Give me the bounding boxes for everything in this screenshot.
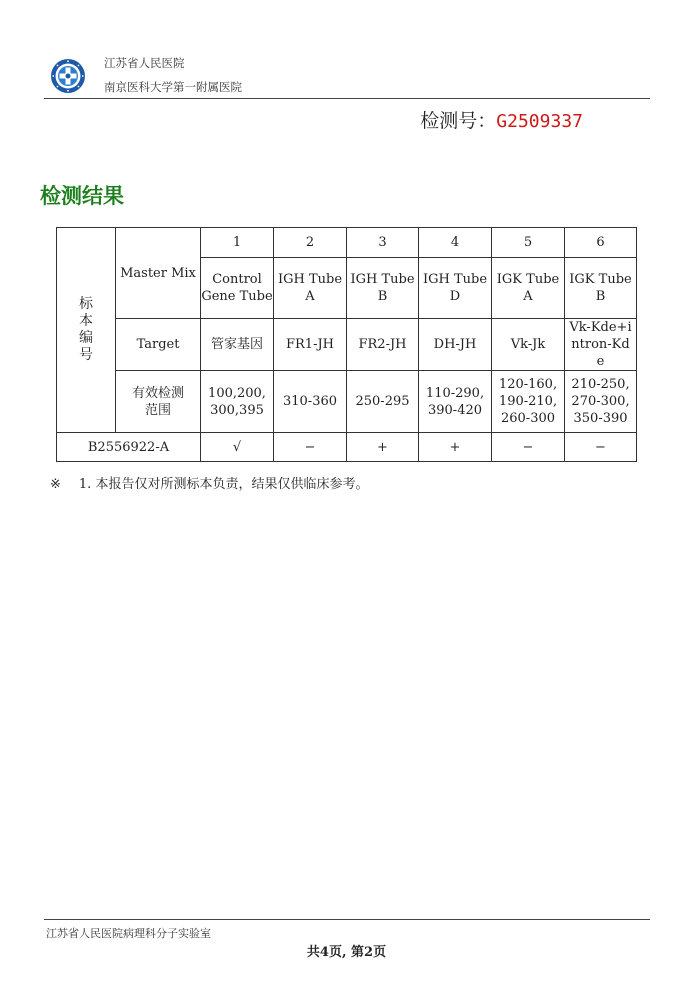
range-text: 120-160, 190-210, 260-300 [498,377,558,426]
sample-id-header-cell [57,228,116,433]
test-number-value: G2509337 [496,111,583,132]
column-number: 1 [201,228,274,258]
test-number-label: 检测号： [420,110,497,132]
column-number: 2 [274,228,347,258]
master-mix-cell: IGH Tube D [419,258,492,319]
header-divider [44,98,650,99]
column-number: 6 [565,228,637,258]
master-mix-cell: IGK Tube A [492,258,565,319]
target-cell: 管家基因 [201,319,274,371]
hospital-name: 江苏省人民医院 [104,56,185,70]
sample-id: B2556922-A [57,433,201,462]
range-cell [347,371,419,433]
master-mix-cell: IGH Tube A [274,258,347,319]
hospital-logo [50,58,86,94]
lab-name: 江苏省人民医院病理科分子实验室 [46,927,211,940]
range-text: 310-360 [282,394,338,409]
test-number [420,106,583,133]
result-cell: − [274,433,347,462]
range-cell [419,371,492,433]
valid-range-label: 有效检测范围 [132,385,185,418]
target-cell: FR1-JH [274,319,347,371]
master-mix-cell: IGH Tube B [347,258,419,319]
master-mix-cell: Control Gene Tube [201,258,274,319]
result-cell: + [419,433,492,462]
sample-row [57,433,637,462]
range-text: 110-290, 390-420 [425,385,485,418]
range-text: 250-295 [355,394,410,409]
column-number: 5 [492,228,565,258]
valid-range-row [57,371,637,433]
target-text: Vk-Kde+intron-Kde [569,320,632,369]
master-mix-cell: IGK Tube B [565,258,637,319]
page-info: 共4页, 第2页 [306,945,387,960]
target-label: Target [116,319,201,371]
target-cell [565,319,637,371]
master-mix-label: Master Mix [116,228,201,319]
note-mark: ※ [50,477,61,492]
column-number: 4 [419,228,492,258]
hospital-affiliation: 南京医科大学第一附属医院 [104,80,242,94]
target-row [57,319,637,371]
range-text: 100,200, 300,395 [208,385,266,418]
section-title: 检测结果 [40,184,124,208]
range-cell [492,371,565,433]
result-cell: − [492,433,565,462]
valid-range-label-cell [116,371,201,433]
footer-divider [44,919,650,920]
column-number: 3 [347,228,419,258]
target-cell: FR2-JH [347,319,419,371]
result-cell: + [347,433,419,462]
note-text: 1. 本报告仅对所测标本负责，结果仅供临床参考。 [78,477,369,492]
sample-id-header: 标本编号 [79,296,93,363]
result-cell: √ [201,433,274,462]
range-text: 210-250, 270-300, 350-390 [571,377,630,426]
range-cell [565,371,637,433]
results-table [56,227,637,462]
target-cell: Vk-Jk [492,319,565,371]
range-cell [201,371,274,433]
range-cell [274,371,347,433]
report-note [50,473,368,492]
target-cell: DH-JH [419,319,492,371]
column-number-row [57,228,637,258]
result-cell: − [565,433,637,462]
